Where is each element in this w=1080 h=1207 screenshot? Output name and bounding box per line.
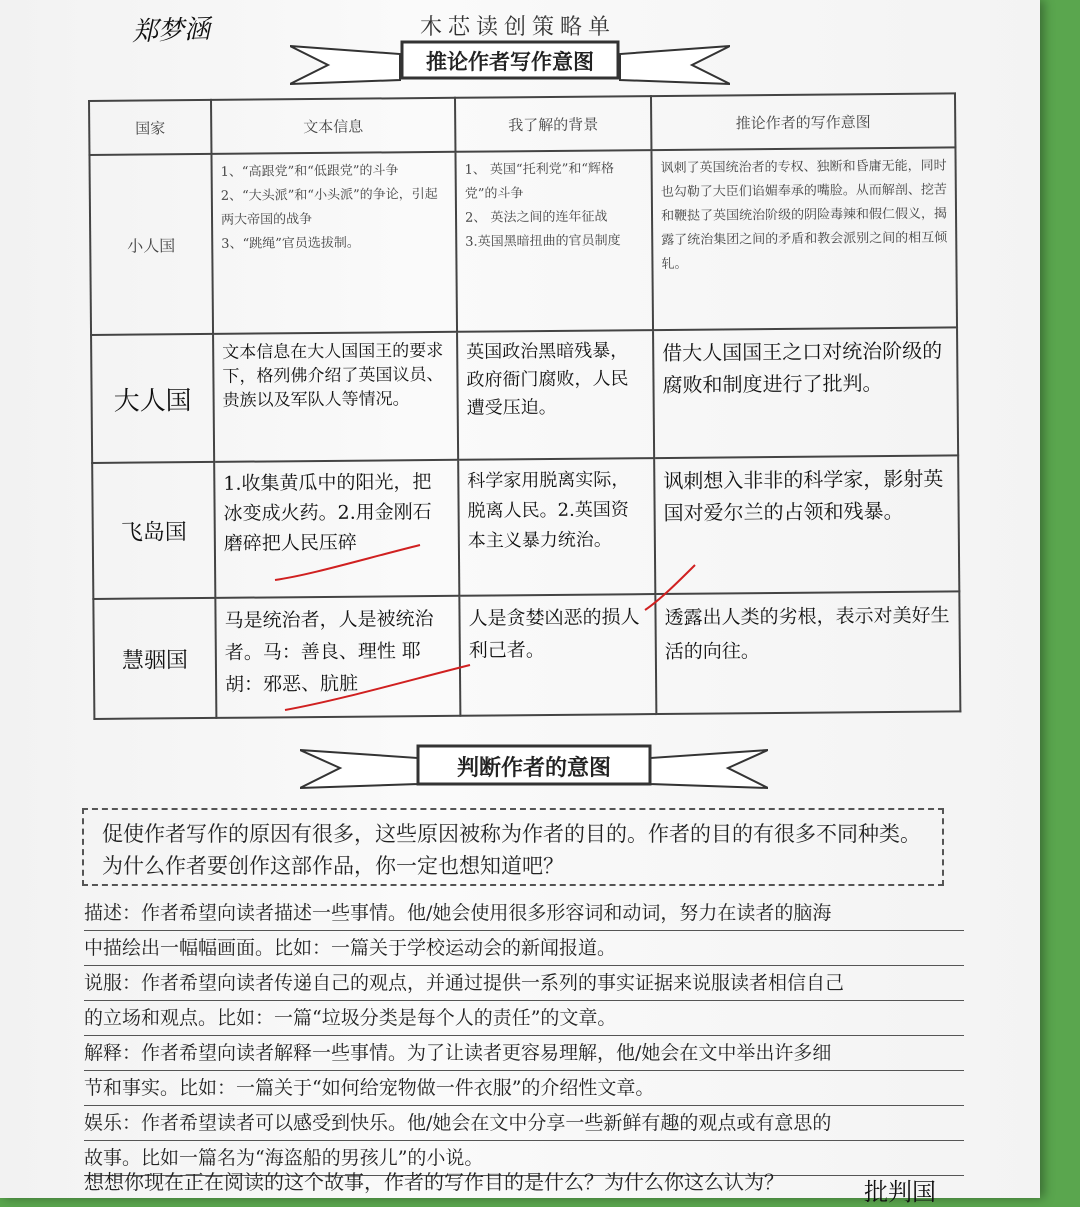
header-intent: 推论作者的写作意图 <box>651 93 955 150</box>
text-info-line: 3、“跳绳”官员选拔制。 <box>221 235 360 252</box>
table-header-row <box>89 93 955 155</box>
background-cell: 科学家用脱离实际，脱离人民。2.英国资本主义暴力统治。 <box>458 458 655 596</box>
table-row <box>91 327 958 463</box>
student-name: 郑梦涵 <box>131 14 211 48</box>
table-row <box>92 455 959 599</box>
background-line: 3.英国黑暗扭曲的官员制度 <box>465 233 621 250</box>
reflection-question: 想想你现在正在阅读的这个故事，作者的写作目的是什么？为什么你这么认为？ <box>84 1170 784 1194</box>
section1-banner-label: 推论作者写作意图 <box>426 50 594 74</box>
country-cell: 小人国 <box>89 154 213 335</box>
purpose-line: 节和事实。比如：一篇关于“如何给宠物做一件衣服”的介绍性文章。 <box>84 1071 964 1106</box>
intent-table <box>88 92 961 720</box>
text-info-line: 2、“大头派”和“小头派”的争论，引起两大帝国的战争 <box>220 186 438 228</box>
red-check-mark <box>270 540 430 590</box>
text-info-cell: 文本信息在大人国国王的要求下，格列佛介绍了英国议员、贵族以及军队人等情况。 <box>213 332 458 462</box>
background-cell: 英国政治黑暗残暴，政府衙门腐败，人民遭受压迫。 <box>457 330 654 460</box>
table-row <box>93 591 960 719</box>
text-info-cell <box>211 152 457 334</box>
text-info-cell: 马是统治者，人是被统治者。马：善良、理性 耶胡：邪恶、肮脏 <box>215 596 460 718</box>
country-cell: 慧骃国 <box>93 598 216 719</box>
intent-cell: 借大人国国王之口对统治阶级的腐败和制度进行了批判。 <box>653 327 958 458</box>
header-text-info: 文本信息 <box>211 98 455 154</box>
section2-banner-label: 判断作者的意图 <box>456 756 611 781</box>
red-check-mark <box>640 560 700 620</box>
section1-banner <box>290 40 730 88</box>
purpose-line: 的立场和观点。比如：一篇“垃圾分类是每个人的责任”的文章。 <box>84 1001 964 1036</box>
background-line: 1、 英国“托利党”和“辉格党”的斗争 <box>464 161 615 202</box>
background-cell: 人是贪婪凶恶的损人利己者。 <box>459 594 656 716</box>
intro-box: 促使作者写作的原因有很多，这些原因被称为作者的目的。作者的目的有很多不同种类。为什么作者要创作这部作品，你一定也想知道吧？ <box>82 808 944 886</box>
section2-banner <box>300 742 768 792</box>
intent-cell: 讽刺了英国统治者的专权、独断和昏庸无能，同时也勾勒了大臣们谄媚奉承的嘴脸。从而解剖、挖苦和鞭挞了英国统治阶级的阴险毒辣和假仁假义，揭露了统治集团之间的矛盾和教会派别之间的相互倾轧。 <box>651 147 957 330</box>
purpose-line: 描述：作者希望向读者描述一些事情。他/她会使用很多形容词和动词，努力在读者的脑海 <box>84 896 964 931</box>
background-line: 2、 英法之间的连年征战 <box>464 209 608 226</box>
red-check-mark <box>280 660 480 720</box>
country-cell: 大人国 <box>91 334 214 463</box>
handwritten-answer: 批判国 <box>864 1178 936 1206</box>
header-country: 国家 <box>89 100 211 155</box>
header-background: 我了解的背景 <box>455 96 651 152</box>
purpose-line: 故事。比如一篇名为“海盗船的男孩儿”的小说。 <box>84 1141 964 1176</box>
doc-title: 木芯读创策略单 <box>420 15 617 40</box>
purpose-line: 娱乐：作者希望读者可以感受到快乐。他/她会在文中分享一些新鲜有趣的观点或有意思的 <box>84 1106 964 1141</box>
text-info-cell: 1.收集黄瓜中的阳光，把冰变成火药。2.用金刚石磨碎把人民压碎 <box>214 460 459 598</box>
purpose-list <box>84 896 964 1176</box>
purpose-line: 中描绘出一幅幅画面。比如：一篇关于学校运动会的新闻报道。 <box>84 931 964 966</box>
purpose-line: 解释：作者希望向读者解释一些事情。为了让读者更容易理解，他/她会在文中举出许多细 <box>84 1036 964 1071</box>
background-cell <box>455 150 653 332</box>
table-row <box>89 147 957 335</box>
country-cell: 飞岛国 <box>92 462 215 599</box>
intent-cell: 透露出人类的劣根，表示对美好生活的向往。 <box>655 591 960 714</box>
text-info-line: 1、“高跟党”和“低跟党”的斗争 <box>220 163 399 180</box>
intent-cell: 讽刺想入非非的科学家，影射英国对爱尔兰的占领和残暴。 <box>654 455 959 594</box>
purpose-line: 说服：作者希望向读者传递自己的观点，并通过提供一系列的事实证据来说服读者相信自己 <box>84 966 964 1001</box>
